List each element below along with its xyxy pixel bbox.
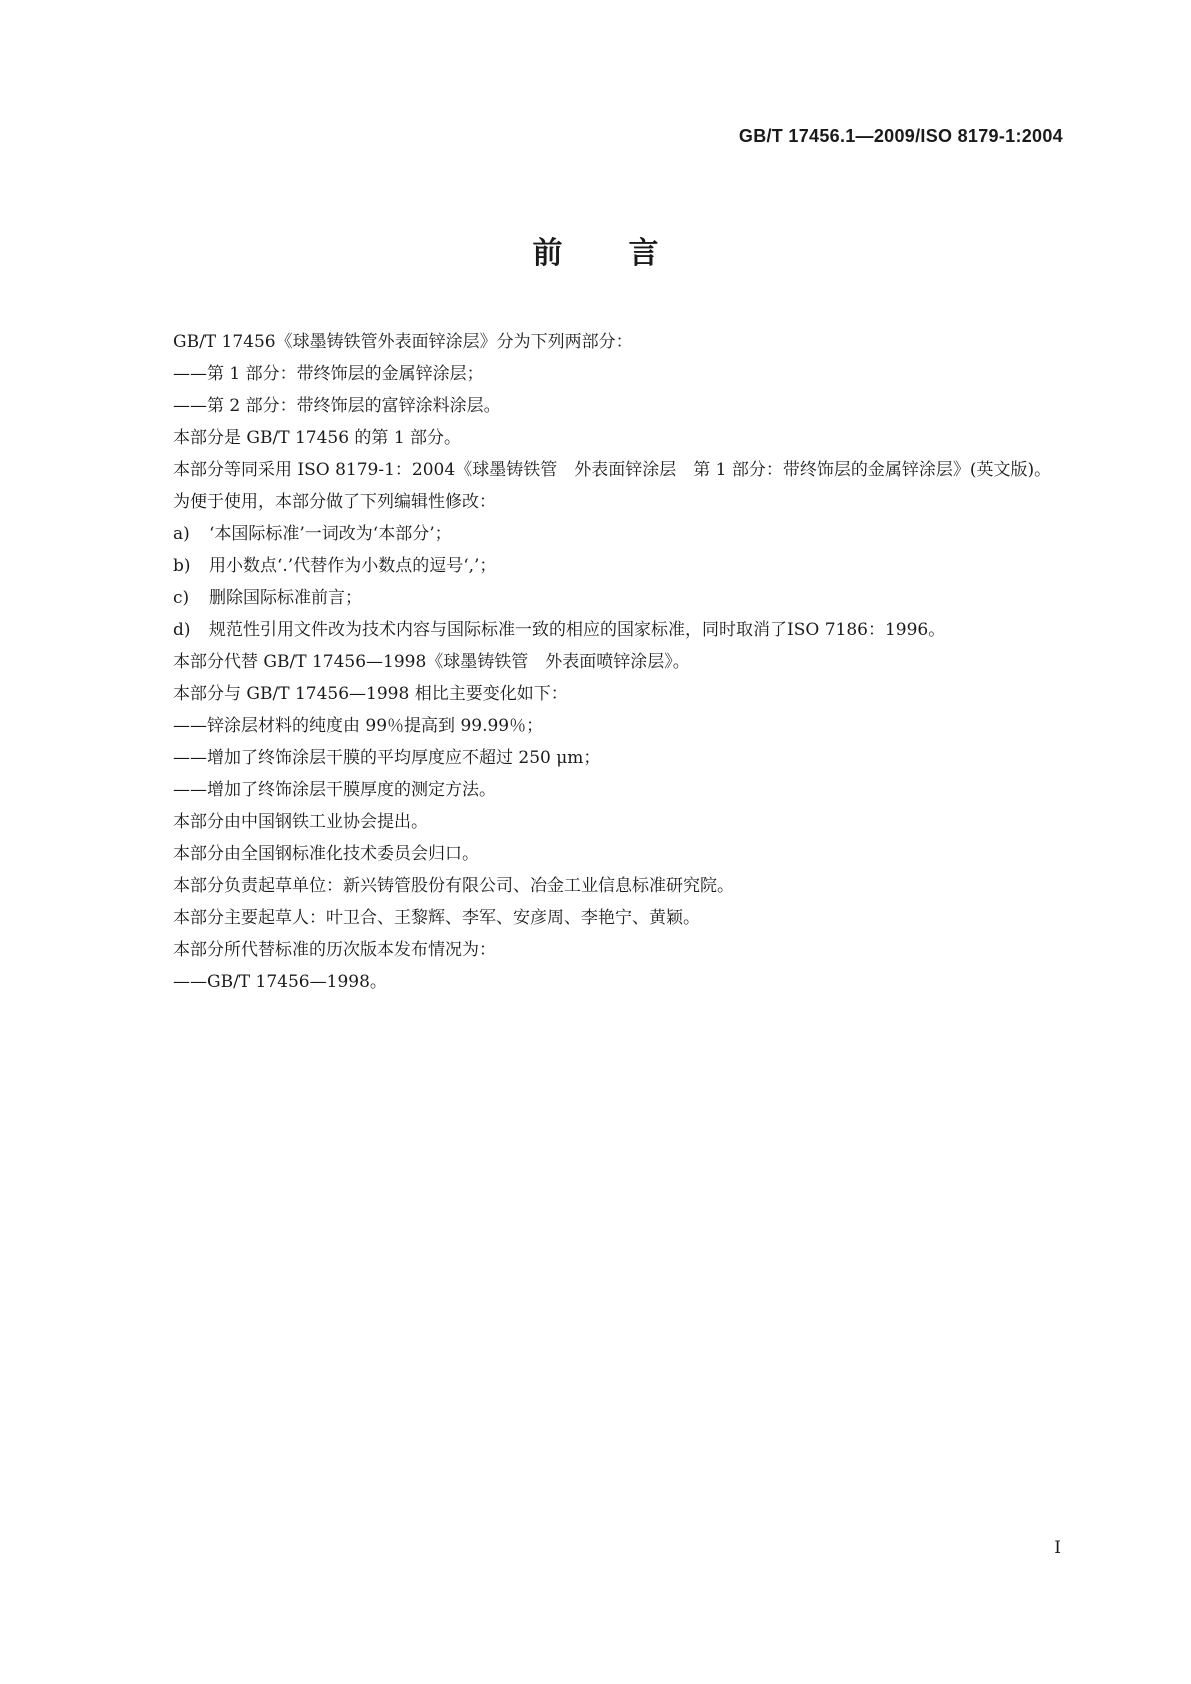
list-item-text: ‘本国际标准’一词改为‘本部分’；: [209, 524, 452, 544]
standard-number-header: GB/T 17456.1—2009/ISO 8179-1:2004: [738, 126, 1063, 146]
paragraph-intro: GB/T 17456《球墨铸铁管外表面锌涂层》分为下列两部分：: [173, 332, 633, 352]
paragraph-drafting-units: 本部分负责起草单位：新兴铸管股份有限公司、冶金工业信息标准研究院。: [173, 876, 734, 896]
paragraph-change-1: ——锌涂层材料的纯度由 99％提高到 99.99％；: [173, 716, 544, 736]
paragraph-part1: ——第 1 部分：带终饰层的金属锌涂层；: [173, 364, 484, 384]
paragraph-adoption: 本部分等同采用 ISO 8179-1：2004《球墨铸铁管 外表面锌涂层 第 1 部分：带终饰层的金属锌涂层》(英文版)。: [173, 460, 1052, 480]
list-marker: a): [173, 524, 190, 544]
paragraph-changes-intro: 本部分与 GB/T 17456—1998 相比主要变化如下：: [173, 684, 568, 704]
paragraph-change-2: ——增加了终饰涂层干膜的平均厚度应不超过 250 μm；: [173, 748, 601, 768]
page-number: I: [1054, 1538, 1061, 1558]
paragraph-part2: ——第 2 部分：带终饰层的富锌涂料涂层。: [173, 396, 501, 416]
paragraph-edit-intro: 为便于使用，本部分做了下列编辑性修改：: [173, 492, 496, 512]
paragraph-replaces: 本部分代替 GB/T 17456—1998《球墨铸铁管 外表面喷锌涂层》。: [173, 652, 690, 672]
list-marker: c): [173, 588, 190, 608]
paragraph-committee: 本部分由全国钢标准化技术委员会归口。: [173, 844, 479, 864]
page-title: 前言: [532, 236, 725, 271]
paragraph-change-3: ——增加了终饰涂层干膜厚度的测定方法。: [173, 780, 496, 800]
paragraph-this-part: 本部分是 GB/T 17456 的第 1 部分。: [173, 428, 462, 448]
paragraph-proposer: 本部分由中国钢铁工业协会提出。: [173, 812, 428, 832]
list-item-text: 用小数点‘.’代替作为小数点的逗号‘,’；: [209, 556, 497, 576]
list-item: [126, 518, 1066, 550]
paragraph-history-item: ——GB/T 17456—1998。: [173, 972, 387, 992]
foreword-body: [126, 326, 1066, 998]
list-marker: b): [173, 556, 191, 576]
list-item: [126, 614, 1066, 646]
list-marker: d): [173, 620, 191, 640]
list-item: [126, 582, 1066, 614]
paragraph-drafters: 本部分主要起草人：叶卫合、王黎辉、李军、安彦周、李艳宁、黄颖。: [173, 908, 700, 928]
list-item: [126, 550, 1066, 582]
list-item-text: 规范性引用文件改为技术内容与国际标准一致的相应的国家标准，同时取消了ISO 7186：1996。: [209, 620, 946, 640]
list-item-text: 删除国际标准前言；: [209, 588, 362, 608]
paragraph-history-intro: 本部分所代替标准的历次版本发布情况为：: [173, 940, 496, 960]
